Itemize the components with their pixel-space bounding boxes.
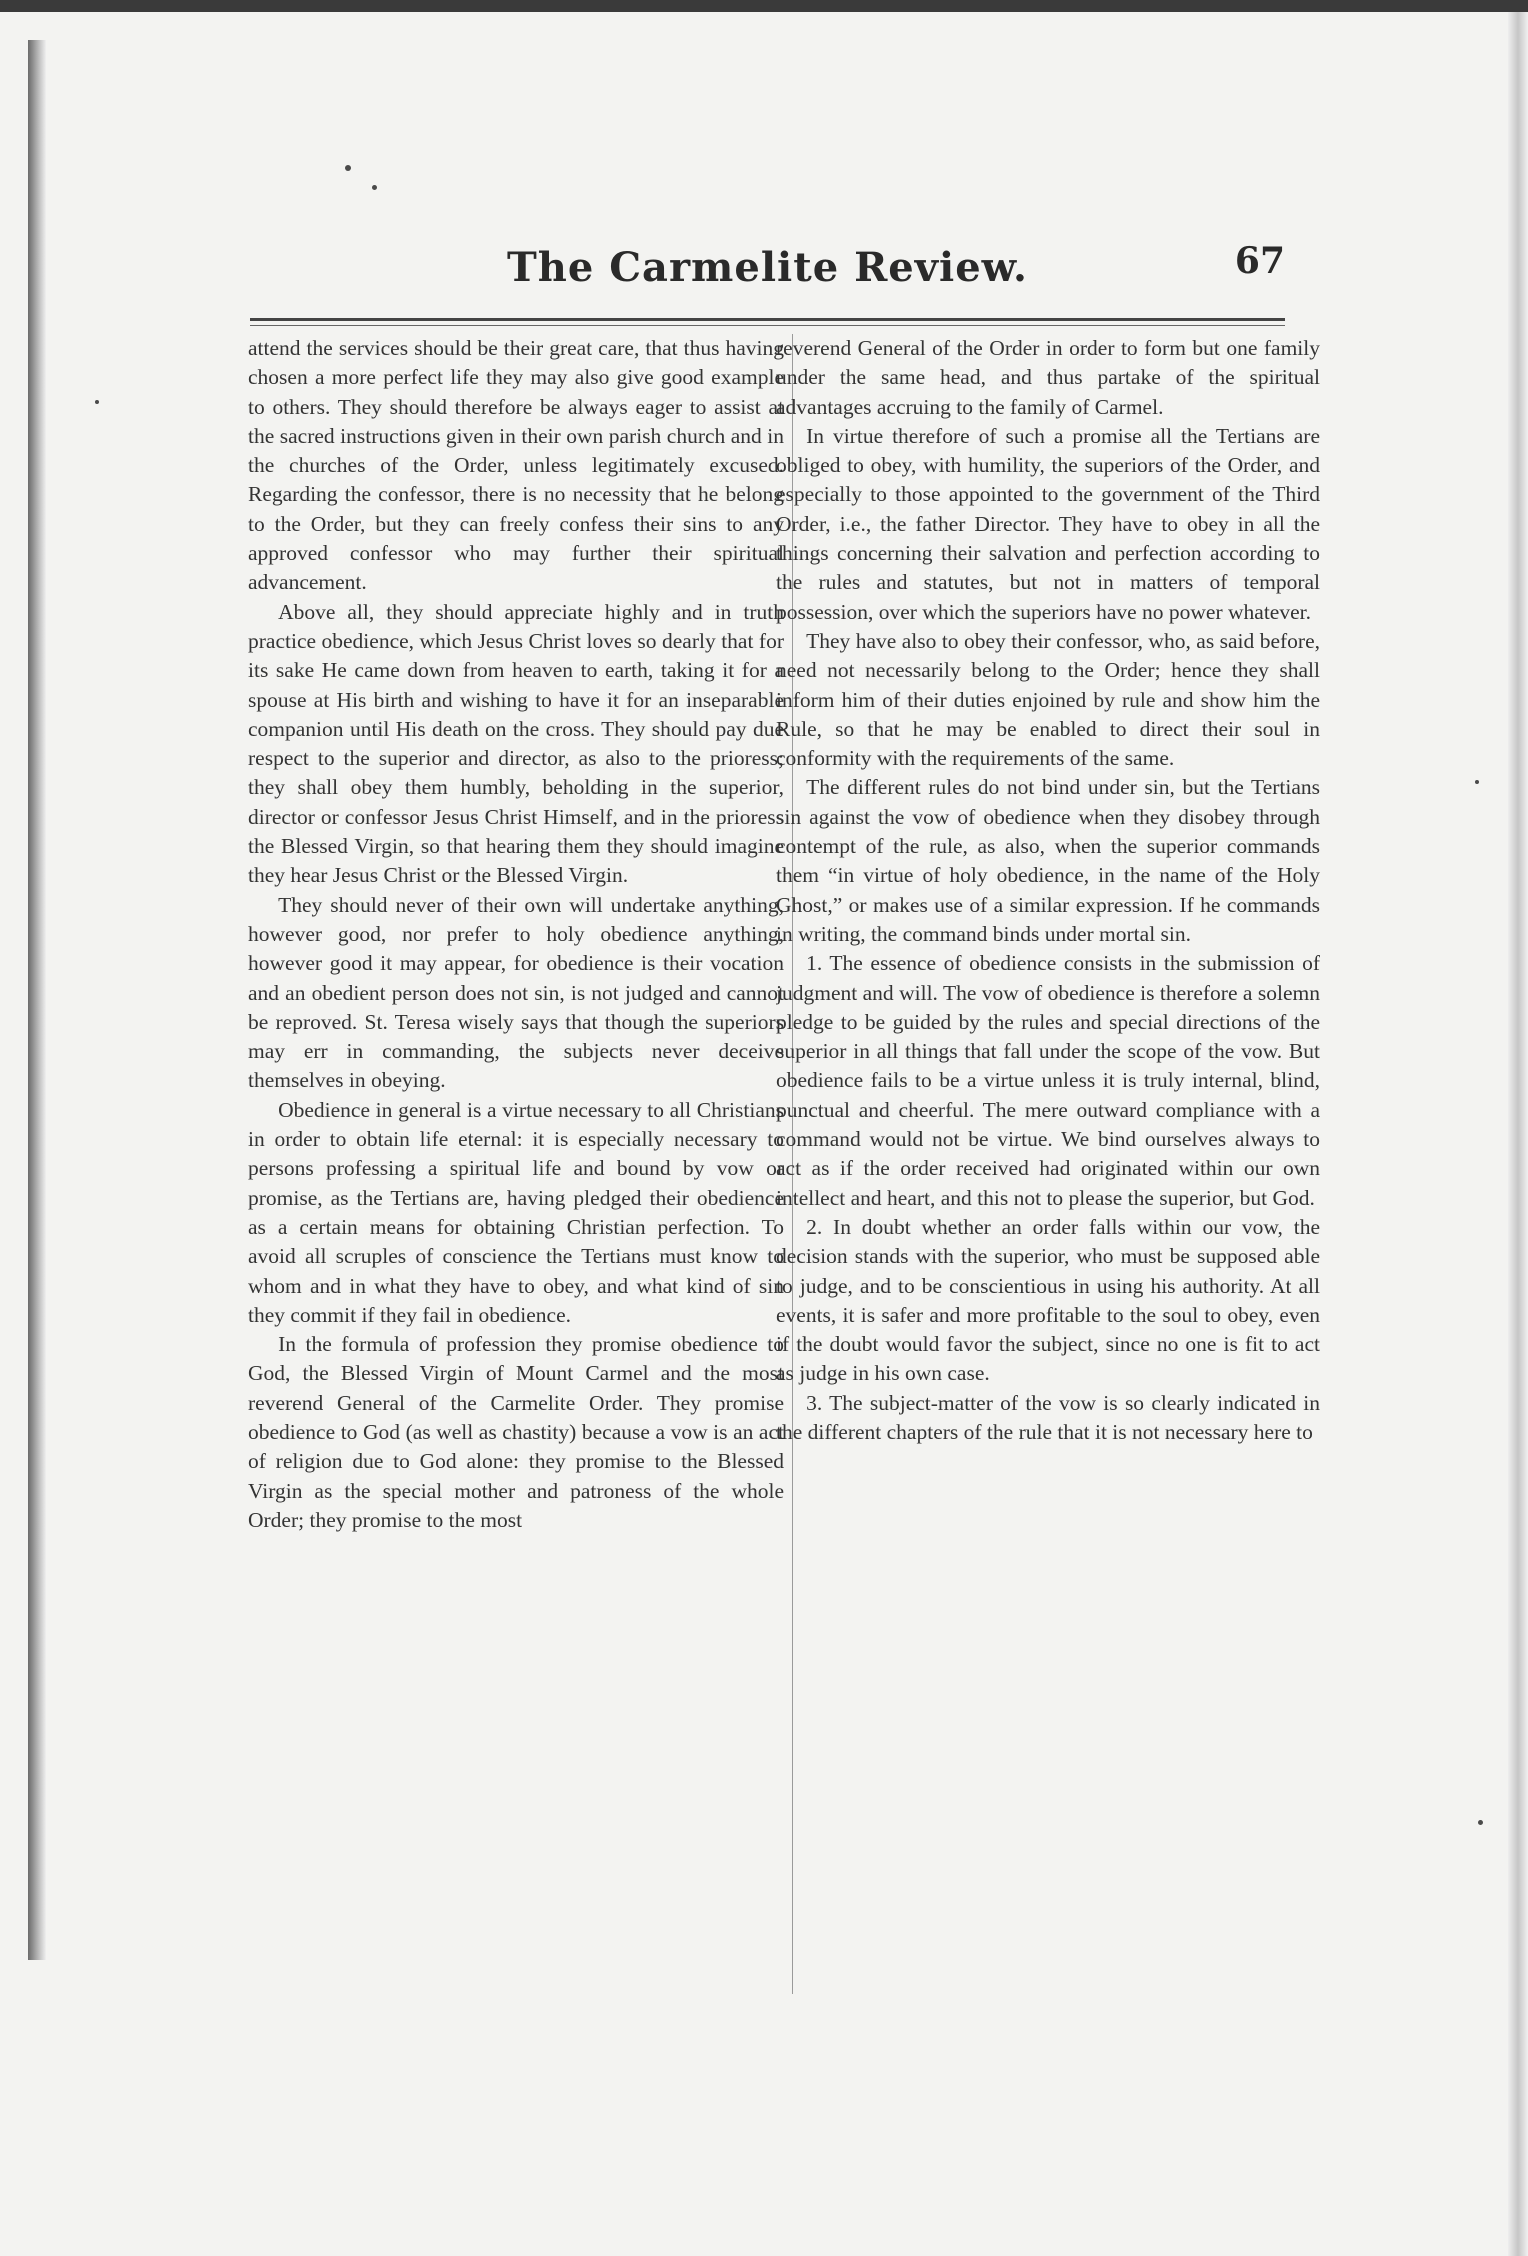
scan-top-border xyxy=(0,0,1528,12)
scan-speck xyxy=(345,165,351,171)
paragraph: They should never of their own will undertake anything, however good, nor prefer to holy obedience anything, however good it may appear, for obedience is their vocation and an obedient person does not sin, is not judged and cannot be reproved. St. Teresa wisely says that though the superiors may err in commanding, the subjects never deceive themselves in obeying. xyxy=(248,892,784,1093)
paragraph: 3. The subject-matter of the vow is so clearly indicated in the different chapters of the rule that it is not necessary here to xyxy=(776,1390,1320,1444)
paragraph: attend the services should be their great care, that thus having chosen a more perfect life they may also give good example to others. They should therefore be always eager to assist at the sacred instructions given in their own parish church and in the churches of the Order, unless legitimately excused. Regarding the confessor, there is no necessity that he belong to the Order, but they can freely confess their sins to any approved confessor who may further their spiritual advancement. xyxy=(248,336,784,595)
scan-speck xyxy=(1478,1820,1483,1825)
paragraph: They have also to obey their confessor, who, as said before, need not necessarily belong to the Order; hence they shall inform him of their duties enjoined by rule and show him the Rule, so that he may be enabled to direct their soul in conformity with the requirements of the same. xyxy=(776,628,1320,771)
scan-right-edge xyxy=(1508,12,1528,2256)
paragraph: The different rules do not bind under sin, but the Tertians sin against the vow of obedience when they disobey through contempt of the rule, as also, when the superior commands them “in virtue of holy obedience, in the name of the Holy Ghost,” or makes use of a similar expression. If he commands in writing, the command binds under mortal sin. xyxy=(776,775,1320,946)
journal-title: The Carmelite Review. xyxy=(507,244,1028,291)
scan-speck xyxy=(95,400,99,404)
right-column xyxy=(776,334,1320,2014)
scan-speck xyxy=(372,185,377,190)
left-column xyxy=(248,334,784,2014)
paragraph: 1. The essence of obedience consists in the submission of judgment and will. The vow of obedience is therefore a solemn pledge to be guided by the rules and special directions of the superior in all things that fall under the scope of the vow. But obedience fails to be a virtue unless it is truly internal, blind, punctual and cheerful. The mere outward compliance with a command would not be virtue. We bind ourselves always to act as if the order received had originated within our own intellect and heart, and this not to please the superior, but God. xyxy=(776,951,1320,1210)
scan-left-binding-edge xyxy=(28,40,46,1960)
page-header xyxy=(250,240,1285,300)
scan-speck xyxy=(1475,780,1479,784)
page-number: 67 xyxy=(1234,240,1285,282)
paragraph: In virtue therefore of such a promise all the Tertians are obliged to obey, with humility, the superiors of the Order, and especially to those appointed to the government of the Third Order, i.e., the father Director. They have to obey in all the things concerning their salvation and perfection according to the rules and statutes, but not in matters of temporal possession, over which the superiors have no power whatever. xyxy=(776,423,1320,624)
header-rule xyxy=(250,318,1285,321)
paragraph: reverend General of the Order in order to form but one family under the same head, and thus partake of the spiritual advantages accruing to the family of Carmel. xyxy=(776,336,1320,419)
header-rule-thin xyxy=(250,325,1285,326)
paragraph: In the formula of profession they promise obedience to God, the Blessed Virgin of Mount Carmel and the most reverend General of the Carmelite Order. They promise obedience to God (as well as chastity) because a vow is an act of religion due to God alone: they promise to the Blessed Virgin as the special mother and patroness of the whole Order; they promise to the most xyxy=(248,1332,784,1532)
paragraph: Above all, they should appreciate highly and in truth practice obedience, which Jesus Christ loves so dearly that for its sake He came down from heaven to earth, taking it for a spouse at His birth and wishing to have it for an inseparable companion until His death on the cross. They should pay due respect to the superior and director, as also to the prioress; they shall obey them humbly, beholding in the superior, director or confessor Jesus Christ Himself, and in the prioress the Blessed Virgin, so that hearing them they should imagine they hear Jesus Christ or the Blessed Virgin. xyxy=(248,599,784,888)
paragraph: 2. In doubt whether an order falls within our vow, the decision stands with the superior, who must be supposed able to judge, and to be conscientious in using his authority. At all events, it is safer and more profitable to the soul to obey, even if the doubt would favor the subject, since no one is fit to act as judge in his own case. xyxy=(776,1214,1320,1386)
paragraph: Obedience in general is a virtue necessary to all Christians in order to obtain life eternal: it is especially necessary to persons professing a spiritual life and bound by vow or promise, as the Tertians are, having pledged their obedience as a certain means for obtaining Christian perfection. To avoid all scruples of conscience the Tertians must know to whom and in what they have to obey, and what kind of sin they commit if they fail in obedience. xyxy=(248,1097,784,1327)
